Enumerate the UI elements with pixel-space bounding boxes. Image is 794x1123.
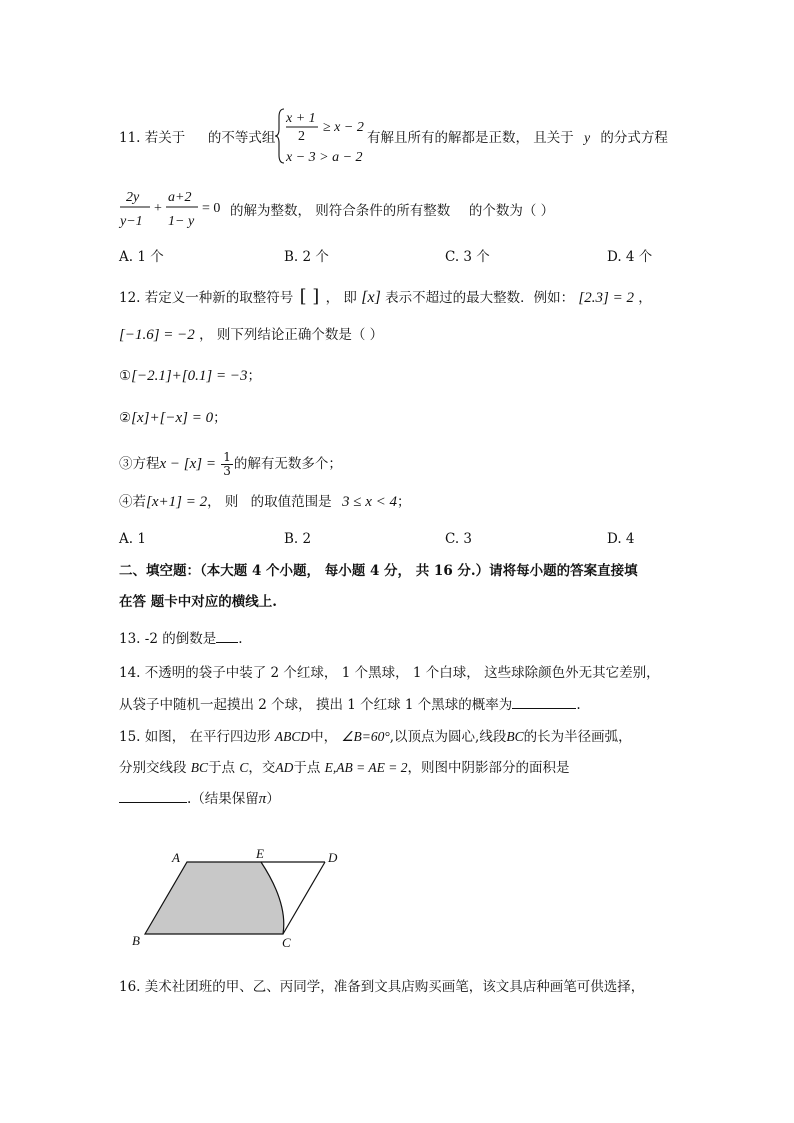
label-a: A bbox=[172, 850, 180, 865]
q11-option-d: D. 4 个 bbox=[607, 249, 653, 265]
q11-inequality-system bbox=[274, 105, 370, 167]
q11-option-a: A. 1 个 bbox=[119, 249, 164, 265]
q12-option-d: D. 4 bbox=[607, 531, 635, 547]
q12-line2a: [−1.6] = −2 bbox=[119, 327, 195, 343]
q12-line1d: [2.3] = 2 bbox=[578, 290, 634, 306]
q12-line1b: ， 即 bbox=[325, 290, 357, 306]
q15-l1b: ABCD bbox=[274, 729, 311, 744]
q11-sys-den: 2 bbox=[298, 129, 305, 144]
q12-s4-expr: [x+1] = 2 bbox=[146, 494, 208, 510]
q12-s4-marker: ④若 bbox=[119, 494, 146, 510]
q13-text: 13. -2 的倒数是 bbox=[119, 631, 217, 647]
q11-eq-plus: + bbox=[154, 201, 162, 216]
q15-l2h: E,AB = AE = 2 bbox=[324, 760, 408, 775]
q11-line1 bbox=[119, 128, 275, 148]
section2-heading-line2: 在答 题卡中对应的横线上. bbox=[119, 594, 277, 610]
q11-after2: 的分式方程 bbox=[600, 130, 668, 146]
q11-option-c: C. 3 个 bbox=[445, 249, 490, 265]
q11-eq-f1-den: y−1 bbox=[120, 214, 143, 229]
q12-s1-end: ； bbox=[247, 368, 261, 384]
q11-eq-rest: = 0 bbox=[202, 201, 221, 216]
q15-l1e: ,以顶点为圆心,线段 bbox=[389, 729, 507, 745]
q15-line1 bbox=[119, 727, 632, 747]
q15-l2i: ，则图中阴影部分的面积是 bbox=[407, 760, 570, 776]
q12-s2-expr: [x]+[−x] = 0 bbox=[131, 410, 214, 426]
q12-bracket-x: [x] bbox=[361, 289, 381, 306]
q11-mid: 的不等式组 bbox=[207, 130, 276, 146]
label-b: B bbox=[132, 933, 140, 948]
q14-line2 bbox=[119, 694, 581, 715]
q15-l2f: AD bbox=[275, 760, 294, 775]
q12-statement-4 bbox=[119, 492, 410, 512]
q16-line1: 16. 美术社团班的甲、乙、丙同学，准备到文具店购买画笔，该文具店种画笔可供选择， bbox=[119, 979, 645, 995]
q15-l2a: 分别交线段 bbox=[119, 760, 187, 776]
q15-l2b: BC bbox=[190, 760, 209, 775]
q13 bbox=[119, 628, 243, 649]
q12-s3-num: 1 bbox=[223, 450, 231, 464]
q14-end: . bbox=[576, 697, 581, 713]
q12-s1-marker: ① bbox=[119, 368, 132, 384]
q12-statement-2 bbox=[119, 408, 227, 428]
q12-s3-fraction bbox=[221, 451, 233, 478]
q11-after: 有解且所有的解都是正数， 且关于 bbox=[367, 130, 574, 146]
q15-answer-blank[interactable] bbox=[119, 788, 187, 803]
bracket-symbol: [ ] bbox=[299, 286, 320, 307]
q11-line1-tail bbox=[367, 128, 668, 148]
q11-eq-f1-num: 2y bbox=[126, 190, 140, 205]
q12-s4-c: ， 则 bbox=[207, 494, 239, 510]
section2-heading-line1: 二、填空题：（本大题 4 个小题， 每小题 4 分， 共 16 分.）请将每小题的答案直接填 bbox=[119, 563, 638, 579]
q12-line1e: ， bbox=[638, 290, 652, 306]
q15-l3b: π bbox=[258, 791, 267, 807]
q15-l1c: 中， bbox=[310, 729, 338, 745]
q12-s4-end: ； bbox=[396, 494, 411, 510]
q11-sys-line2: x − 3 > a − 2 bbox=[286, 150, 363, 165]
parallelogram-figure bbox=[125, 843, 355, 953]
q15-l3c: ） bbox=[266, 791, 280, 807]
q11-line2 bbox=[230, 201, 554, 221]
q12-s4-range: 3 ≤ x < 4 bbox=[341, 494, 397, 510]
q12-line1 bbox=[119, 287, 652, 308]
q11-eq-text2: 的个数为（ ） bbox=[468, 203, 555, 219]
q12-statement-1 bbox=[119, 366, 261, 386]
q15-l2d: C bbox=[239, 760, 249, 775]
q13-end: . bbox=[238, 631, 243, 647]
q12-s3-expr: x − [x] = bbox=[159, 456, 216, 472]
q15-l2g: 于点 bbox=[293, 760, 321, 776]
q11-sys-num: x + 1 bbox=[286, 111, 316, 126]
q12-s4-d: 的取值范围是 bbox=[250, 494, 332, 510]
q12-s2-end: ； bbox=[213, 410, 227, 426]
q15-l1a: 15. 如图， 在平行四边形 bbox=[119, 729, 271, 745]
segment-dc bbox=[283, 862, 325, 934]
q12-s3-den: 3 bbox=[223, 464, 231, 478]
label-d: D bbox=[328, 850, 338, 865]
q12-option-b: B. 2 bbox=[284, 531, 312, 547]
q11-eq-text: 的解为整数， 则符合条件的所有整数 bbox=[230, 203, 451, 219]
q15-l1f: BC bbox=[506, 729, 524, 744]
shaded-region bbox=[145, 862, 284, 934]
q15-l2c: 于点 bbox=[208, 760, 236, 776]
q11-fraction-equation bbox=[118, 185, 230, 233]
q14-answer-blank[interactable] bbox=[512, 694, 576, 709]
q12-statement-3 bbox=[119, 451, 342, 478]
q15-l1d: ∠B=60° bbox=[341, 729, 390, 744]
q11-eq-f2-num: a+2 bbox=[168, 190, 192, 205]
q15-l2e: ，交 bbox=[248, 760, 276, 776]
q11-prefix: 11. 若关于 bbox=[119, 130, 186, 146]
q12-line2b: ， 则下列结论正确个数是（ ） bbox=[199, 327, 384, 343]
q12-s3-end: 的解有无数多个； bbox=[233, 456, 342, 472]
q12-line1a: 12. 若定义一种新的取整符号 bbox=[119, 290, 294, 306]
q11-option-b: B. 2 个 bbox=[284, 249, 329, 265]
label-e: E bbox=[256, 846, 264, 861]
q12-option-a: A. 1 bbox=[119, 531, 146, 547]
q15-l1g: 的长为半径画弧， bbox=[523, 729, 632, 745]
q11-var-y: y bbox=[584, 130, 591, 145]
q13-answer-blank[interactable] bbox=[216, 628, 238, 643]
q12-s1-expr: [−2.1]+[0.1] = −3 bbox=[131, 368, 248, 384]
q15-line3 bbox=[119, 788, 280, 809]
q12-option-c: C. 3 bbox=[445, 531, 473, 547]
label-c: C bbox=[282, 935, 291, 950]
q11-sys-rest: ≥ x − 2 bbox=[323, 120, 364, 135]
q12-line1c: 表示不超过的最大整数．例如： bbox=[385, 290, 575, 306]
q15-line2 bbox=[119, 758, 570, 778]
q14-line2-text: 从袋子中随机一起摸出 2 个球， 摸出 1 个红球 1 个黑球的概率为 bbox=[119, 697, 513, 713]
q12-s2-marker: ② bbox=[119, 410, 132, 426]
q12-s3-marker: ③方程 bbox=[119, 456, 160, 472]
q15-l3a: .（结果保留 bbox=[187, 791, 259, 807]
q12-line2 bbox=[119, 325, 383, 345]
q14-line1: 14. 不透明的袋子中装了 2 个红球， 1 个黑球， 1 个白球， 这些球除颜色外无其它差别， bbox=[119, 665, 660, 681]
q11-eq-f2-den: 1− y bbox=[168, 214, 195, 229]
